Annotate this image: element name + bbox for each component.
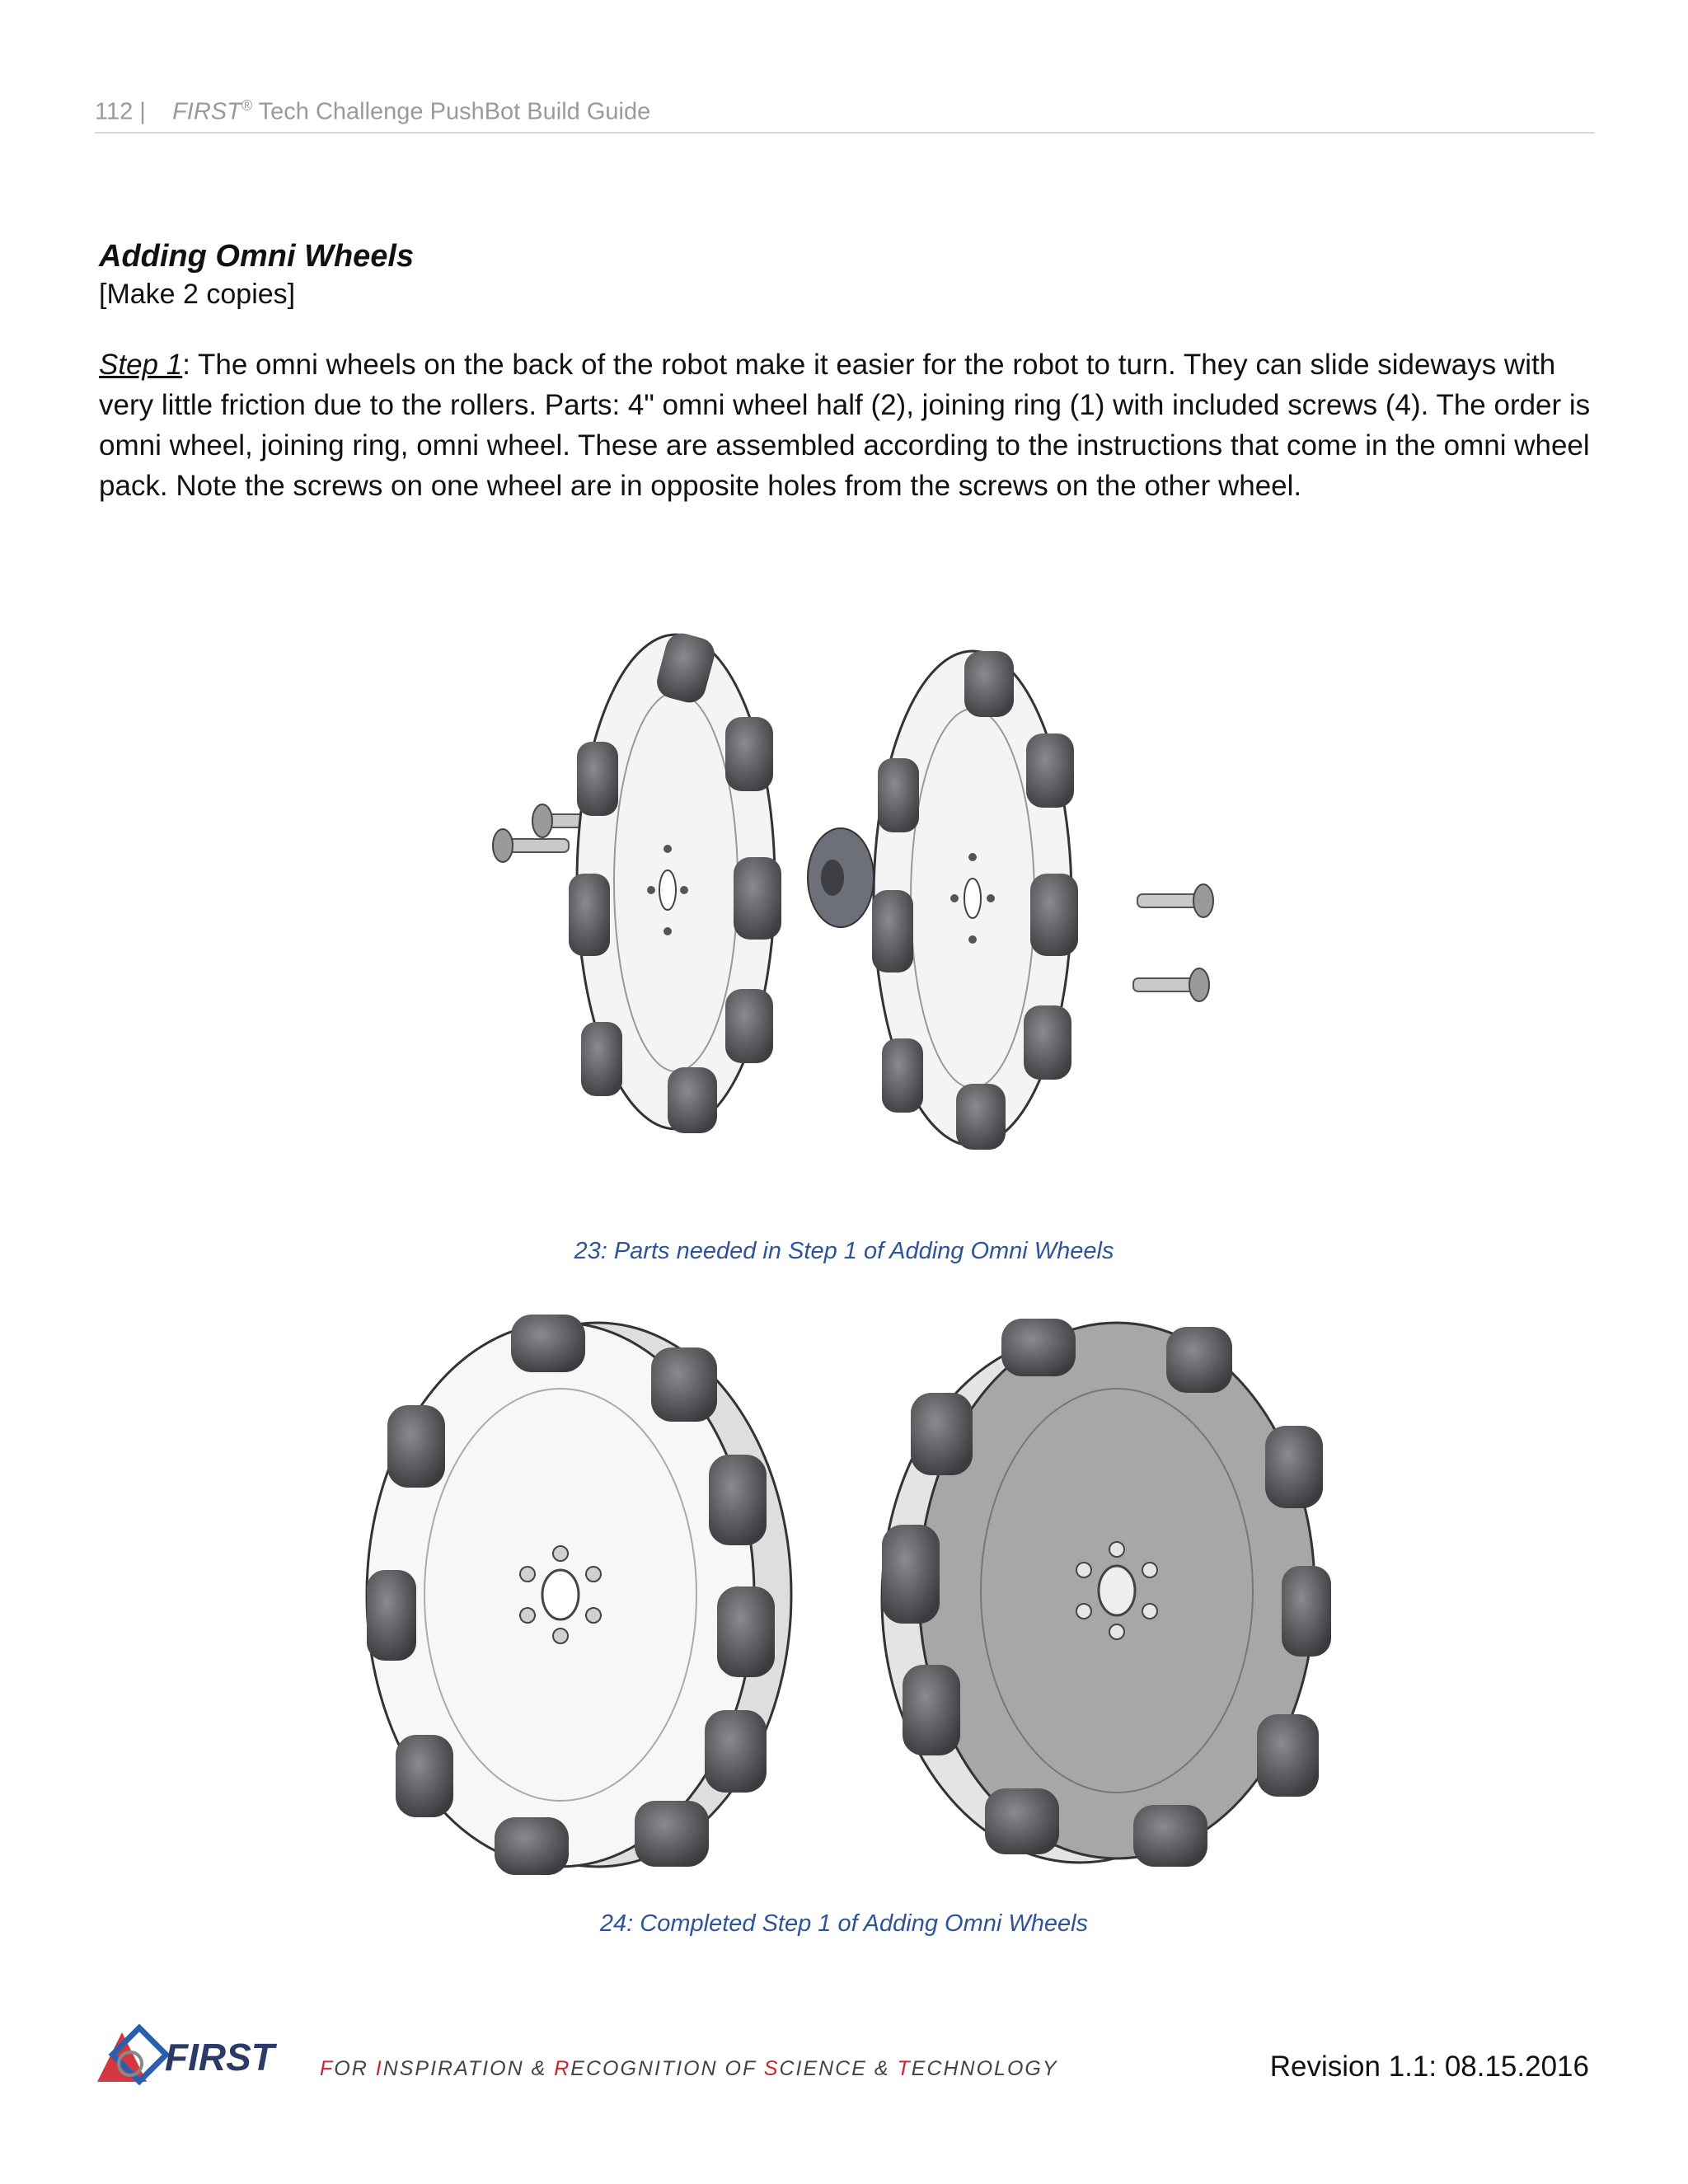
figure-24-caption: 24: Completed Step 1 of Adding Omni Wheels	[599, 1910, 1089, 1937]
screw-icon	[1133, 968, 1209, 1001]
page-number: 112 |	[95, 98, 146, 125]
page-header	[95, 97, 1595, 134]
omni-wheel-half-icon	[872, 651, 1078, 1150]
tagline-segment: OR	[334, 2057, 376, 2080]
omni-wheel-half-icon	[569, 630, 781, 1133]
first-logo	[97, 2024, 312, 2094]
logo-wordmark: FIRST	[165, 2036, 274, 2079]
figure-parts-needed	[478, 577, 1220, 1187]
tagline-segment: NSPIRATION &	[382, 2057, 555, 2080]
screw-icon	[493, 829, 569, 862]
tagline-segment: R	[554, 2057, 571, 2080]
step-text: : The omni wheels on the back of the robot make it easier for the robot to turn. They can slide sideways with very little friction due to the rollers. Parts: 4" omni wheel half (2), joining ring (1) with included screws (4). The order is omni wheel, joining ring, omni wheel. These are assembled according to the instructions that come in the omni wheel pack. Note the screws on one wheel are in opposite holes from the screws on the other wheel.	[99, 349, 1591, 502]
step-paragraph	[99, 344, 1595, 506]
tagline-segment: S	[763, 2057, 780, 2080]
brand-name: FIRST	[172, 98, 241, 125]
tagline-segment: ECHNOLOGY	[911, 2057, 1058, 2080]
screw-icon	[1137, 884, 1213, 917]
section-subtitle: [Make 2 copies]	[99, 279, 296, 310]
tagline-segment: F	[320, 2057, 335, 2080]
joining-ring-icon	[808, 828, 874, 927]
assembled-omni-wheel-icon	[367, 1315, 791, 1875]
tagline-segment: T	[897, 2057, 912, 2080]
tagline-segment: ECOGNITION OF	[570, 2057, 764, 2080]
section-title: Adding Omni Wheels	[99, 239, 415, 274]
assembled-omni-wheel-icon	[882, 1319, 1331, 1867]
revision-label: Revision 1.1: 08.15.2016	[1269, 2050, 1589, 2083]
step-label: Step 1	[99, 349, 183, 381]
footer-tagline	[320, 2057, 1058, 2081]
tagline-segment: CIENCE &	[779, 2057, 898, 2080]
figure-23-caption: 23: Parts needed in Step 1 of Adding Omni Wheels	[574, 1238, 1114, 1264]
tagline-segment: I	[375, 2057, 383, 2080]
figure-completed	[330, 1294, 1352, 1887]
registered-mark: ®	[241, 97, 253, 114]
guide-title: Tech Challenge PushBot Build Guide	[252, 98, 651, 125]
